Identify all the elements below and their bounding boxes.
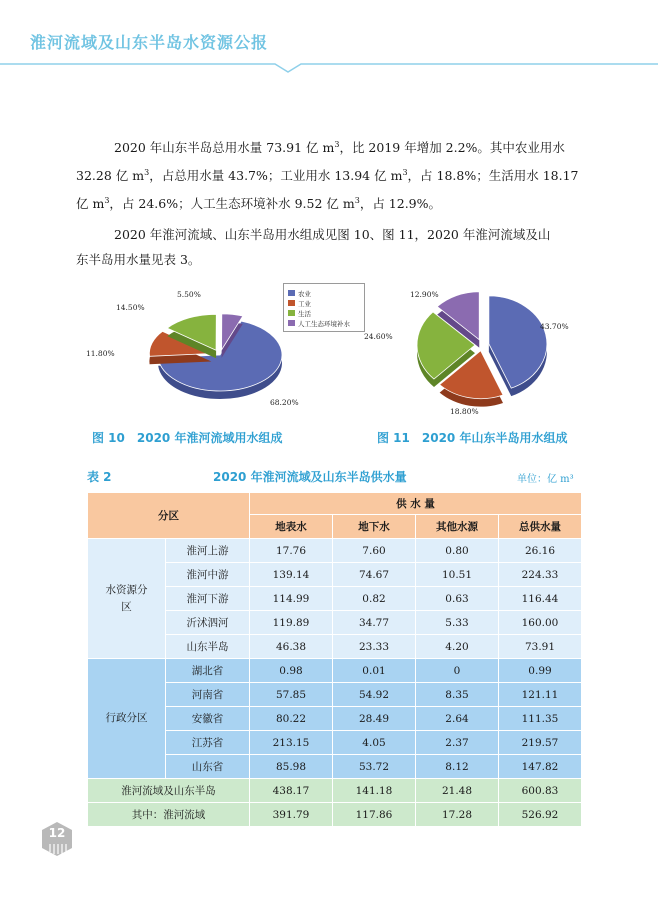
table-cell: 0.80: [416, 539, 499, 563]
table-cell: 17.76: [250, 539, 333, 563]
row-name: 淮河中游: [166, 563, 250, 587]
table-cell: 0.82: [333, 587, 416, 611]
table-cell: 0.99: [499, 659, 582, 683]
table-cell: 121.11: [499, 683, 582, 707]
table-total-row: [88, 803, 582, 827]
table-cell: 114.99: [250, 587, 333, 611]
pie-data-label: 5.50%: [177, 290, 201, 299]
header-ground: 地下水: [333, 515, 416, 539]
total-name: 其中：淮河流域: [88, 803, 250, 827]
row-name: 淮河下游: [166, 587, 250, 611]
table-cell: 21.48: [416, 779, 499, 803]
table-cell: 4.20: [416, 635, 499, 659]
table-row: [88, 539, 582, 563]
row-name: 湖北省: [166, 659, 250, 683]
table-cell: 10.51: [416, 563, 499, 587]
legend-swatch-life: [288, 310, 295, 316]
paragraph-2: 2020 年淮河流域、山东半岛用水组成见图 10、图 11，2020 年淮河流域及山 东半岛用水量见表 3。: [76, 227, 551, 267]
table-cell: 438.17: [250, 779, 333, 803]
pie-data-label: 11.80%: [86, 349, 115, 358]
figure-10-caption: 图 10 2020 年淮河流域用水组成: [92, 431, 283, 445]
row-name: 江苏省: [166, 731, 250, 755]
table-cell: 17.28: [416, 803, 499, 827]
table-cell: 219.57: [499, 731, 582, 755]
legend-item-agri: 农业: [288, 288, 360, 298]
row-name: 河南省: [166, 683, 250, 707]
legend-item-life: 生活: [288, 308, 360, 318]
table-cell: 54.92: [333, 683, 416, 707]
table-cell: 8.35: [416, 683, 499, 707]
page-number: 12: [48, 826, 66, 840]
pie-data-label: 12.90%: [410, 290, 439, 299]
header-supply-group: 供 水 量: [250, 493, 582, 515]
pie-data-label: 68.20%: [270, 398, 299, 407]
figure-11-caption: 图 11 2020 年山东半岛用水组成: [377, 431, 568, 445]
header-divider: [0, 50, 658, 74]
pie-data-label: 24.60%: [364, 332, 393, 341]
pie-data-label: 43.70%: [540, 322, 569, 331]
row-name: 安徽省: [166, 707, 250, 731]
table-cell: 7.60: [333, 539, 416, 563]
table-total-row: [88, 779, 582, 803]
supply-table: [87, 492, 582, 827]
table-cell: 117.86: [333, 803, 416, 827]
table-cell: 0: [416, 659, 499, 683]
table-cell: 147.82: [499, 755, 582, 779]
table-cell: 85.98: [250, 755, 333, 779]
paragraph-1: 2020 年山东半岛总用水量 73.91 亿 $m^3$，比 2019 年增加 2.2%。其中农业用水 32.28 亿 $m^3$，占总用水量 43.7%；工业用水 13.94 亿 $m^3$，占 18.8%；生活用水 18.17 亿 $m^3$，占 24.6%；人工生态环境补水 9.52 亿 $m^3$，占 12.9%。: [76, 140, 579, 212]
table-cell: 139.14: [250, 563, 333, 587]
row-name: 淮河上游: [166, 539, 250, 563]
table-cell: 213.15: [250, 731, 333, 755]
table-cell: 391.79: [250, 803, 333, 827]
table-cell: 111.35: [499, 707, 582, 731]
header-total: 总供水量: [499, 515, 582, 539]
pie-data-label: 18.80%: [450, 407, 479, 416]
table-cell: 46.38: [250, 635, 333, 659]
table-cell: 34.77: [333, 611, 416, 635]
table-cell: 2.37: [416, 731, 499, 755]
table-label: 表 2: [87, 470, 112, 484]
header-other: 其他水源: [416, 515, 499, 539]
group-name: 行政分区: [88, 659, 166, 779]
table-cell: 0.01: [333, 659, 416, 683]
table-cell: 53.72: [333, 755, 416, 779]
total-name: 淮河流域及山东半岛: [88, 779, 250, 803]
row-name: 山东省: [166, 755, 250, 779]
pie-chart-shandong: [362, 283, 587, 418]
table-cell: 224.33: [499, 563, 582, 587]
table-cell: 5.33: [416, 611, 499, 635]
pie-data-label: 14.50%: [116, 303, 145, 312]
header-title: 淮河流域及山东半岛水资源公报: [30, 33, 269, 52]
table-cell: 74.67: [333, 563, 416, 587]
table-cell: 116.44: [499, 587, 582, 611]
table-row: [88, 659, 582, 683]
pie-chart-huaihe: [80, 283, 299, 413]
table-cell: 26.16: [499, 539, 582, 563]
table-cell: 8.12: [416, 755, 499, 779]
table-cell: 28.49: [333, 707, 416, 731]
header-zone: 分区: [88, 493, 250, 539]
row-name: 沂沭泗河: [166, 611, 250, 635]
table-cell: 80.22: [250, 707, 333, 731]
table-cell: 526.92: [499, 803, 582, 827]
table-cell: 4.05: [333, 731, 416, 755]
table-cell: 600.83: [499, 779, 582, 803]
table-cell: 0.98: [250, 659, 333, 683]
legend-swatch-eco: [288, 320, 295, 326]
table-title: 2020 年淮河流域及山东半岛供水量: [213, 470, 407, 484]
legend-swatch-agri: [288, 290, 295, 296]
table-cell: 57.85: [250, 683, 333, 707]
table-cell: 160.00: [499, 611, 582, 635]
table-cell: 73.91: [499, 635, 582, 659]
table-cell: 23.33: [333, 635, 416, 659]
table-cell: 0.63: [416, 587, 499, 611]
legend-item-eco: 人工生态环境补水: [288, 318, 360, 328]
table-cell: 141.18: [333, 779, 416, 803]
group-name: 水资源分区: [88, 539, 166, 659]
header-surface: 地表水: [250, 515, 333, 539]
chart-legend: [283, 283, 365, 332]
table-unit: 单位：亿 m³: [517, 474, 574, 485]
row-name: 山东半岛: [166, 635, 250, 659]
legend-item-industry: 工业: [288, 298, 360, 308]
table-cell: 2.64: [416, 707, 499, 731]
legend-swatch-industry: [288, 300, 295, 306]
table-cell: 119.89: [250, 611, 333, 635]
